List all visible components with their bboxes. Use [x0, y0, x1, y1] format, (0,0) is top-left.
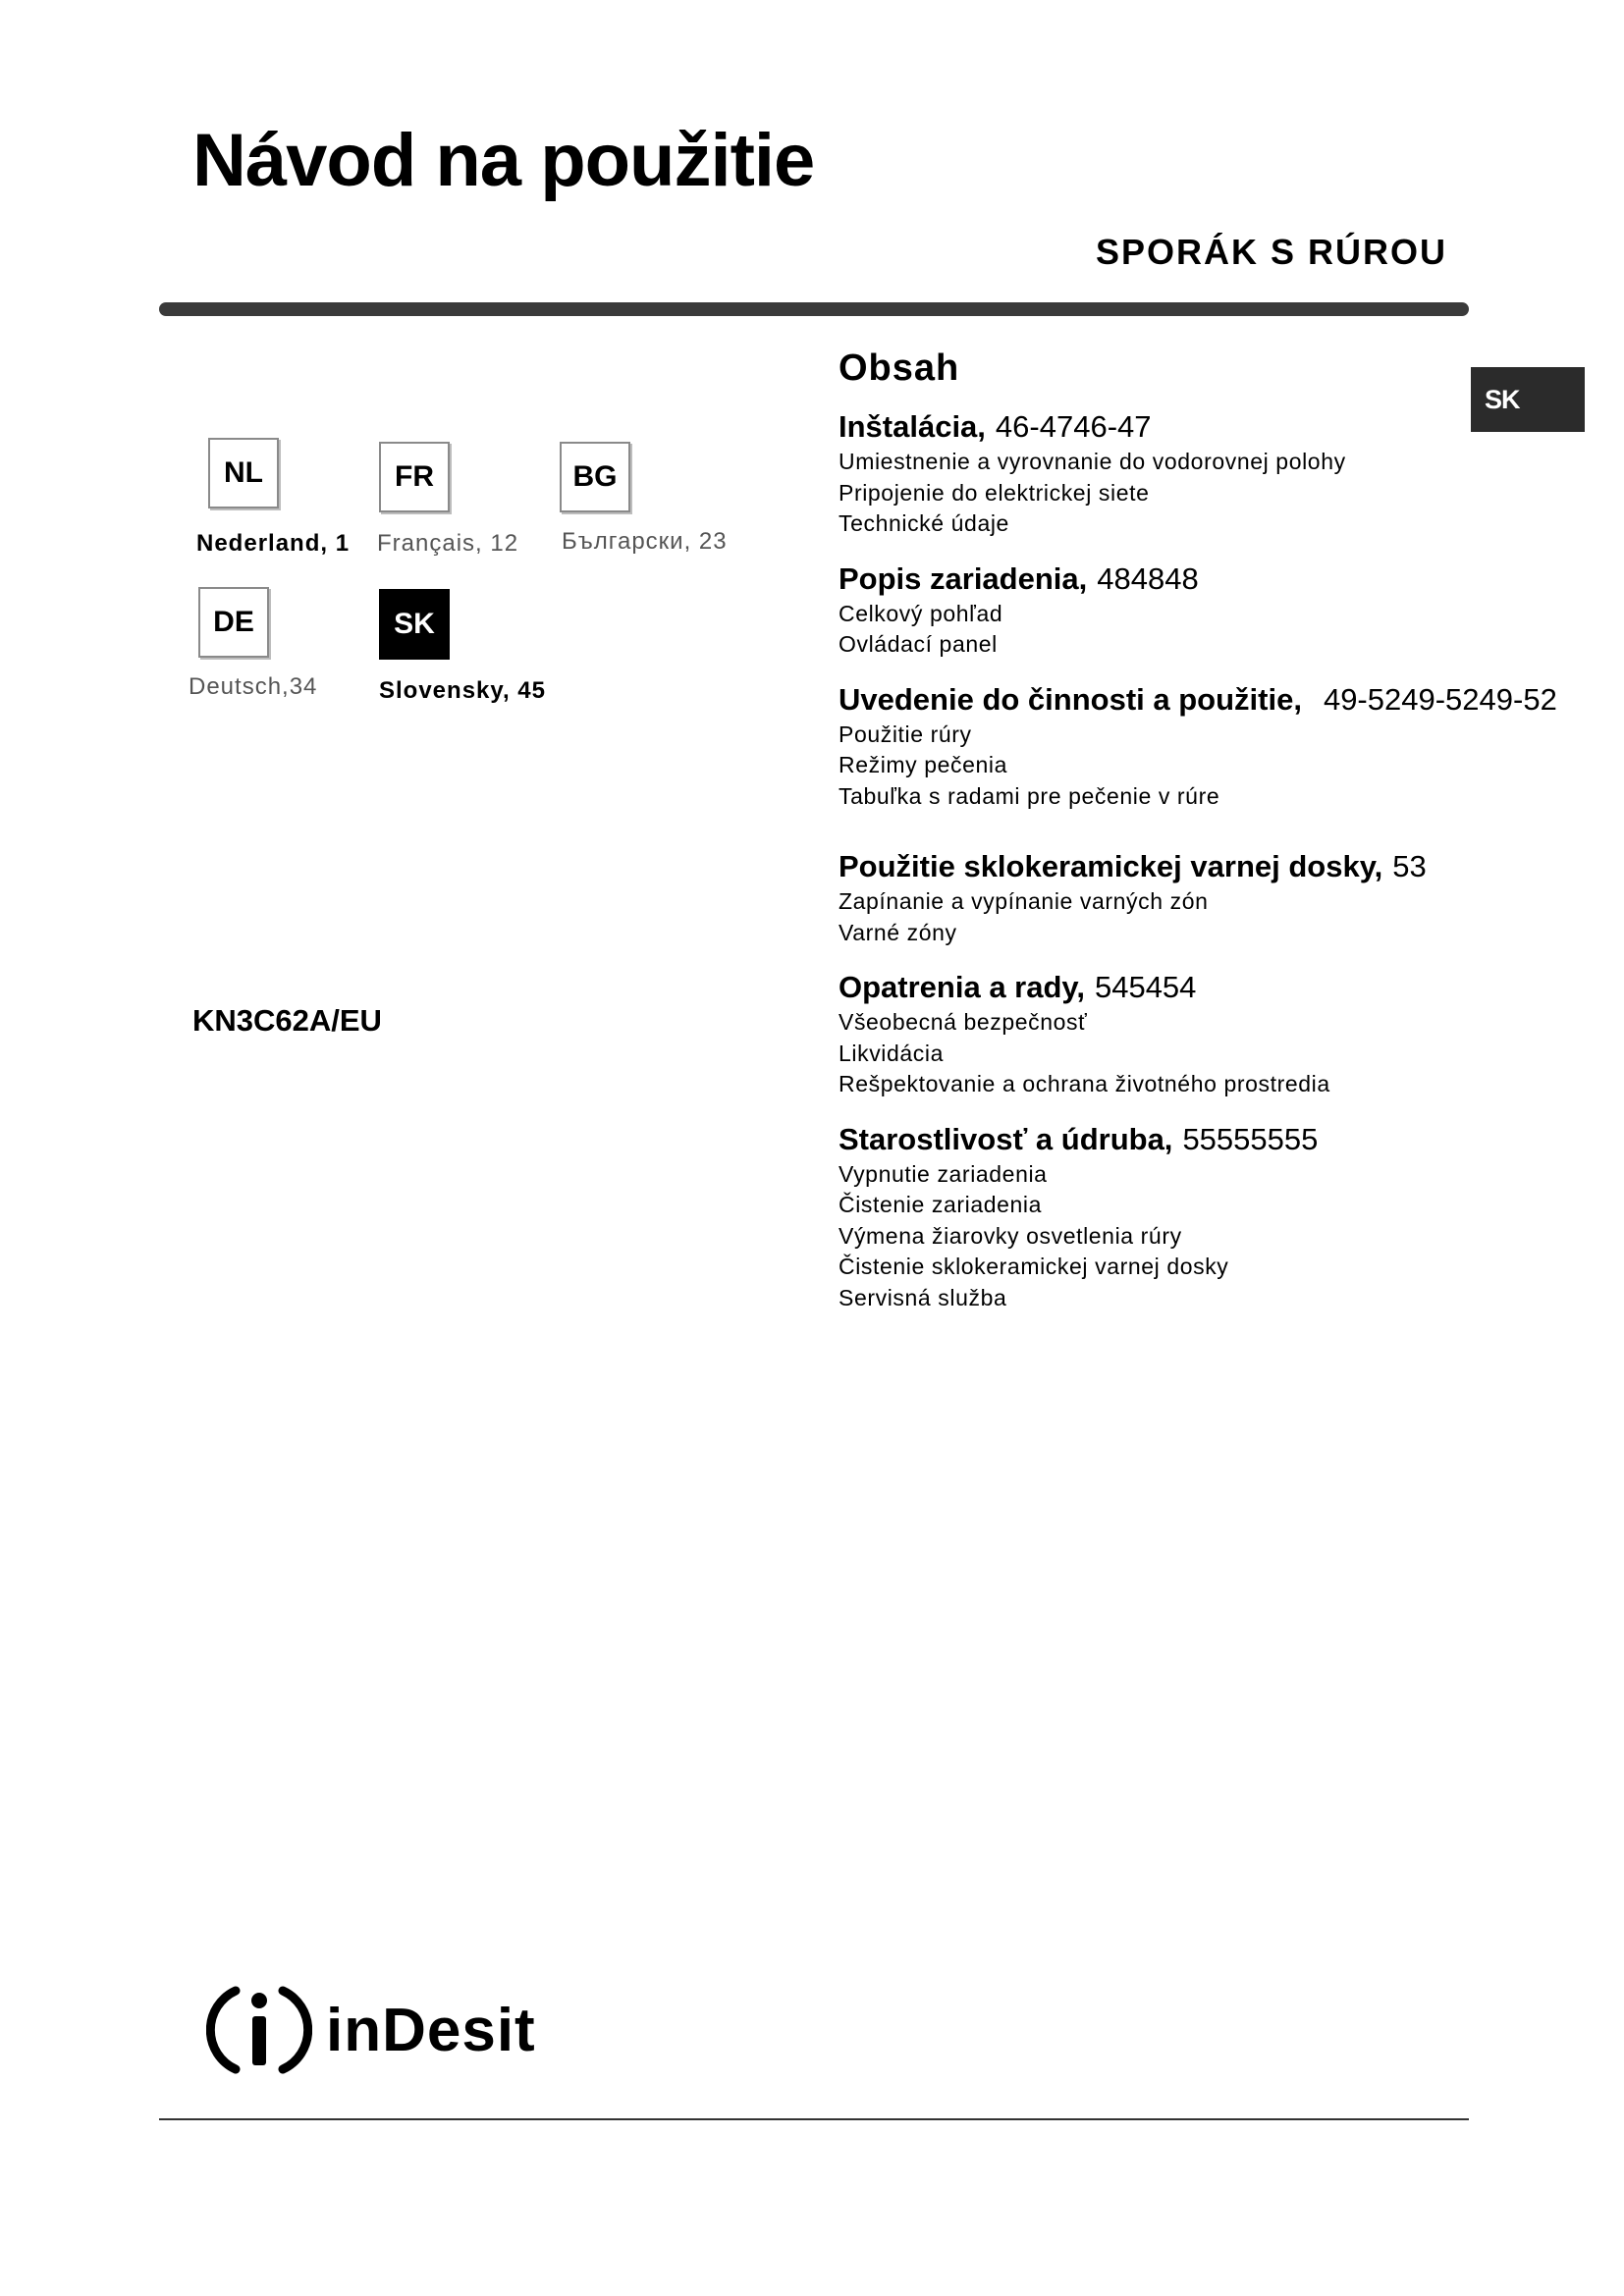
- toc-item: Čistenie sklokeramickej varnej dosky: [839, 1254, 1229, 1279]
- toc-item: Celkový pohľad: [839, 600, 1003, 626]
- toc-heading: Použitie sklokeramickej varnej dosky, 53: [839, 849, 1427, 883]
- language-tab-sk: SK: [1471, 367, 1585, 432]
- language-box-fr: FR: [379, 442, 450, 512]
- language-label-bg: Български, 23: [562, 528, 728, 555]
- toc-item: Varné zóny: [839, 919, 957, 945]
- toc-heading: Opatrenia a rady, 545454: [839, 970, 1197, 1004]
- toc-item: Pripojenie do elektrickej siete: [839, 479, 1150, 506]
- language-label-de: Deutsch,34: [189, 673, 318, 700]
- toc-section-maintenance: [839, 1120, 1604, 1314]
- toc-item: Použitie rúry: [839, 721, 972, 747]
- brand-wordmark: inDesit: [326, 1996, 536, 2064]
- header-divider: [159, 302, 1469, 316]
- product-type: SPORÁK S RÚROU: [1095, 232, 1447, 272]
- language-box-nl: NL: [208, 438, 279, 508]
- toc-section-hob: [839, 847, 1604, 948]
- toc-section-startup: [839, 680, 1604, 813]
- toc-item: Rešpektovanie a ochrana životného prostredia: [839, 1071, 1330, 1096]
- toc-section-description: [839, 560, 1604, 661]
- indesit-logo: [206, 1977, 536, 2083]
- toc-heading: Inštalácia, 46-4746-47: [839, 409, 1152, 444]
- toc-heading: Starostlivosť a údruba, 55555555: [839, 1121, 1319, 1156]
- model-number: KN3C62A/EU: [192, 1003, 382, 1038]
- toc-item: Likvidácia: [839, 1040, 944, 1066]
- toc-item: Technické údaje: [839, 510, 1009, 536]
- toc-page-number: 53: [1392, 849, 1427, 883]
- toc-page-number: 49-5249-5249-52: [1323, 681, 1557, 717]
- language-box-bg: BG: [560, 442, 630, 512]
- toc-page-number: 55555555: [1182, 1121, 1319, 1156]
- toc-item: Všeobecná bezpečnosť: [839, 1009, 1088, 1035]
- toc-item: Umiestnenie a vyrovnanie do vodorovnej polohy: [839, 449, 1346, 474]
- toc-heading: Uvedenie do činnosti a použitie, 49-5249-5249-52: [839, 681, 1557, 717]
- toc-section-precautions: [839, 968, 1604, 1100]
- toc-page-number: 46-4746-47: [995, 409, 1152, 444]
- toc-item: Ovládací panel: [839, 631, 998, 657]
- toc-item: Výmena žiarovky osvetlenia rúry: [839, 1222, 1182, 1249]
- toc-page-number: 545454: [1094, 970, 1197, 1004]
- toc-item: Vypnutie zariadenia: [839, 1160, 1048, 1187]
- language-label-sk: Slovensky, 45: [379, 677, 546, 704]
- toc-heading: Popis zariadenia, 484848: [839, 561, 1199, 596]
- language-label-nl: Nederland, 1: [196, 530, 351, 557]
- toc-item: Režimy pečenia: [839, 752, 1008, 777]
- toc-item: Tabuľka s radami pre pečenie v rúre: [839, 782, 1220, 809]
- language-label-fr: Français, 12: [377, 530, 519, 557]
- indesit-circle-i-icon: [206, 1977, 312, 2083]
- document-title: Návod na použitie: [192, 119, 815, 202]
- table-of-contents: [839, 347, 1604, 1333]
- footer-divider: [159, 2118, 1469, 2120]
- language-box-de: DE: [198, 587, 269, 658]
- toc-item: Servisná služba: [839, 1284, 1007, 1310]
- language-box-sk: SK: [379, 589, 450, 660]
- toc-page-number: 484848: [1097, 561, 1199, 596]
- toc-item: Zapínanie a vypínanie varných zón: [839, 888, 1209, 914]
- toc-item: Čistenie zariadenia: [839, 1192, 1043, 1217]
- toc-section-installation: [839, 407, 1604, 540]
- contents-title: Obsah: [839, 347, 960, 389]
